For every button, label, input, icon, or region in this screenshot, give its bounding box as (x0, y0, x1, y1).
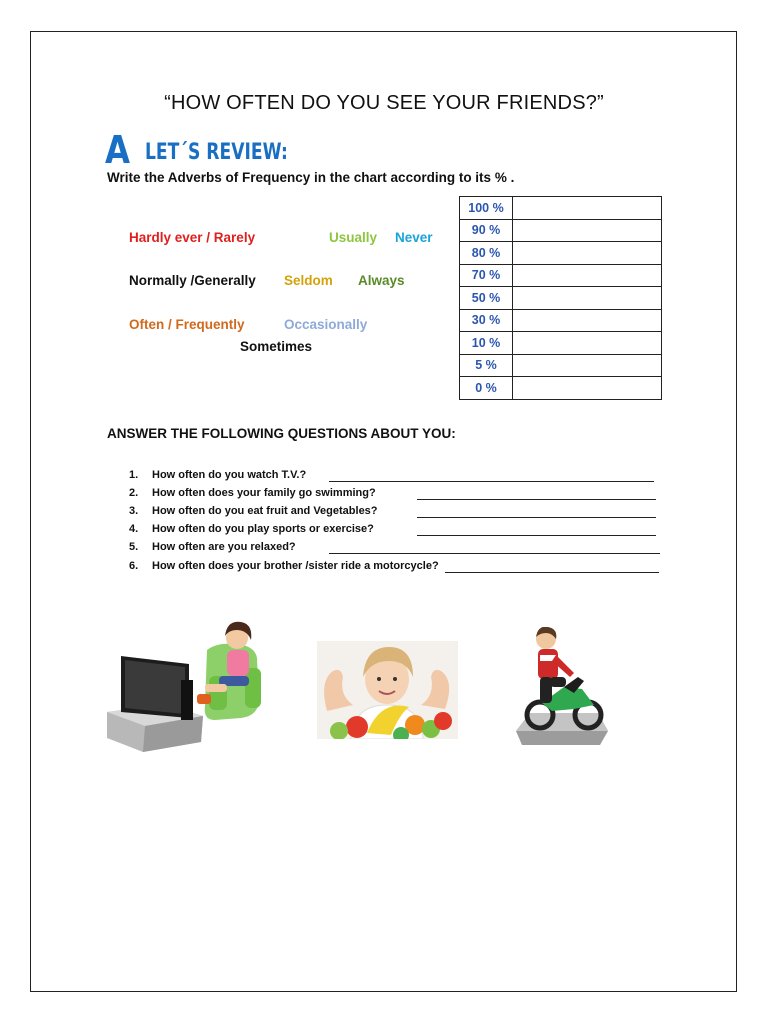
question-number: 2. (129, 487, 139, 499)
adverb-word: Sometimes (240, 339, 313, 354)
section-heading: LET´S REVIEW: (145, 140, 288, 165)
instruction-text: Write the Adverbs of Frequency in the chart according to its % . (107, 170, 515, 185)
answer-line[interactable] (329, 481, 654, 482)
chart-row (460, 219, 662, 242)
percent-label: 70 % (460, 264, 513, 287)
question-text: How often do you eat fruit and Vegetables? (152, 505, 378, 517)
answer-cell[interactable] (513, 332, 662, 355)
answer-line[interactable] (417, 499, 656, 500)
adverb-word: Normally /Generally (129, 273, 256, 288)
adverb-word: Hardly ever / Rarely (129, 230, 256, 245)
adverb-word: Usually (329, 230, 378, 245)
question-text: How often do you watch T.V.? (152, 469, 307, 481)
chart-row (460, 264, 662, 287)
answer-cell[interactable] (513, 354, 662, 377)
question-number: 4. (129, 523, 139, 535)
question-number: 5. (129, 541, 139, 553)
chart-row (460, 332, 662, 355)
girl-watching-tv-icon (105, 620, 267, 755)
page-title: “HOW OFTEN DO YOU SEE YOUR FRIENDS?” (164, 92, 604, 114)
frequency-percent-chart (459, 196, 662, 400)
question-number: 1. (129, 469, 139, 481)
adverb-word: Seldom (284, 273, 333, 288)
chart-row (460, 354, 662, 377)
question-number: 6. (129, 560, 139, 572)
percent-label: 80 % (460, 242, 513, 265)
answer-cell[interactable] (513, 309, 662, 332)
adverb-word: Often / Frequently (129, 317, 245, 332)
percent-label: 0 % (460, 377, 513, 400)
adverb-word: Occasionally (284, 317, 368, 332)
answer-line[interactable] (417, 535, 656, 536)
girl-with-fruit-icon (317, 641, 458, 739)
answer-line[interactable] (445, 572, 659, 573)
answer-cell[interactable] (513, 287, 662, 310)
adverb-word: Never (395, 230, 433, 245)
chart-row (460, 377, 662, 400)
answer-cell[interactable] (513, 377, 662, 400)
answer-line[interactable] (329, 553, 660, 554)
chart-row (460, 242, 662, 265)
question-number: 3. (129, 505, 139, 517)
questions-heading: ANSWER THE FOLLOWING QUESTIONS ABOUT YOU: (107, 426, 456, 441)
answer-cell[interactable] (513, 264, 662, 287)
question-text: How often are you relaxed? (152, 541, 296, 553)
percent-label: 100 % (460, 197, 513, 220)
question-text: How often does your family go swimming? (152, 487, 376, 499)
chart-row (460, 197, 662, 220)
percent-label: 30 % (460, 309, 513, 332)
answer-cell[interactable] (513, 242, 662, 265)
percent-label: 5 % (460, 354, 513, 377)
motorcycle-figurine-icon (512, 627, 612, 749)
percent-label: 10 % (460, 332, 513, 355)
percent-label: 50 % (460, 287, 513, 310)
answer-cell[interactable] (513, 219, 662, 242)
question-text: How often does your brother /sister ride a motorcycle? (152, 560, 439, 572)
percent-label: 90 % (460, 219, 513, 242)
answer-line[interactable] (417, 517, 656, 518)
chart-row (460, 309, 662, 332)
adverb-word: Always (358, 273, 405, 288)
question-text: How often do you play sports or exercise? (152, 523, 374, 535)
chart-row (460, 287, 662, 310)
answer-cell[interactable] (513, 197, 662, 220)
section-letter: A (105, 128, 131, 172)
